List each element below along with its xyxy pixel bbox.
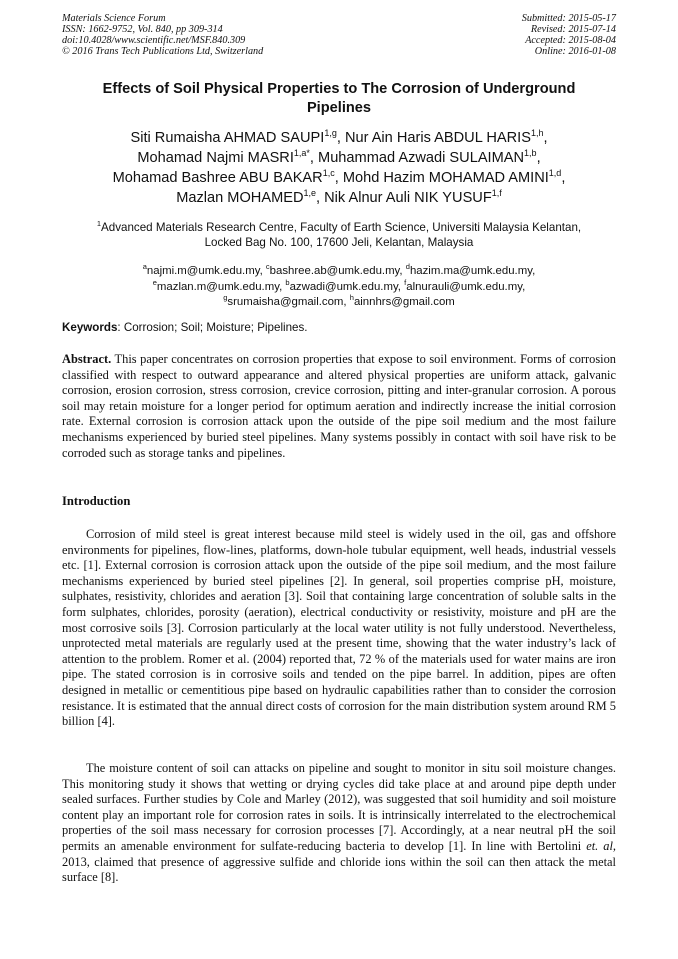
email-link[interactable]: mazlan.m@umk.edu.my	[156, 280, 280, 293]
introduction-paragraph-1: Corrosion of mild steel is great interest because mild steel is widely used in the oil, gas and offshore environments for pipelines, flow-lines, platforms, down-hole tubular equipment, well heads, industrial vessels etc. [1]. External corrosion is corrosion attack upon the outside of the pipe soil medium, and the most failure mechanisms experienced by buried steel pipelines [2]. In general, soil properties comprise pH, moisture, sulphates, resistivity, chlorides and aeration [3]. Soil that containing large concentration of soluble salts in the form sulphates, chlorides, porosity (aeration), electrical conductivity or resistivity, moisture and pH are the most corrosive soils [3]. Corrosion particularly at the local water utility is not fully understood. Nevertheless, unprotected metal materials are regularly used at the present time, showing that the water industry’s lack of attention to the problem. Romer et al. (2004) reported that, 72 % of the materials used for water mains are iron pipe. The stated corrosion is in corrosive soils and tended on the pipe barrel. In addition, pipes are often designed in metallic or cementitious pipe based on hydraulic capabilities rather than to consider the corrosion resistance. It is estimated that the annual direct costs of corrosion for the main distribution system around RM 5 billion [4].	[62, 527, 616, 729]
keywords-label: Keywords	[62, 321, 118, 334]
introduction-paragraph-2	[62, 761, 616, 886]
keywords-text: : Corrosion; Soil; Moisture; Pipelines.	[117, 321, 308, 334]
email-line-1: $^a$najmi.m@umk.edu.my, $^c$bashree.ab@umk.edu.my, $^d$hazim.ma@umk.edu.my,	[142, 262, 536, 277]
email-mark: d	[405, 262, 410, 272]
email-link[interactable]: najmi.m@umk.edu.my	[146, 265, 260, 277]
affiliation-text: Advanced Materials Research Centre, Faculty of Earth Science, Universiti Malaysia Kelantan,	[101, 221, 582, 234]
affiliation-mark: 1	[96, 219, 102, 229]
accepted-date: Accepted: 2015-08-04	[525, 35, 616, 46]
email-link[interactable]: alnurauli@umk.edu.my	[406, 280, 523, 293]
email-mark: a	[142, 262, 147, 272]
author-affiliation-mark: 1,h	[530, 128, 544, 139]
author-line-4: Mazlan MOHAMED$^{1,e}$, Nik Alnur Auli NIK YUSUF$^{1,f}$	[176, 188, 502, 206]
section-heading-introduction: Introduction	[62, 494, 131, 508]
online-date: Online: 2016-01-08	[534, 46, 616, 57]
email-link[interactable]: bashree.ab@umk.edu.my	[269, 265, 400, 277]
abstract	[62, 352, 616, 461]
paper-title	[62, 80, 616, 118]
paragraph-text: The moisture content of soil can attacks on pipeline and sought to monitor in situ soil moisture changes. This monitoring study it shows that wetting or drying cycles did take place at and around pipe depth under sealed surfaces. Further studies by Cole and Marley (2012), was suggested that soil humidity and soil moisture content play an important role for corrosion rates in soils. It is intrinsically interrelated to the electrochemical properties of the soil mass necessary for corrosion processes [7]. Accordingly, at a near neutral pH the soil permits an amenable environment for sulfate-reducing bacteria to develop [1]. In line with Bertolini	[62, 761, 616, 853]
submitted-date: Submitted: 2015-05-17	[521, 13, 616, 24]
journal-info	[62, 13, 263, 57]
revised-date: Revised: 2015-07-14	[530, 24, 616, 35]
author-affiliation-mark: 1,d	[548, 168, 562, 179]
email-link[interactable]: srumaisha@gmail.com	[227, 296, 344, 308]
title-line-2: Pipelines	[306, 100, 372, 116]
author-line-1: Siti Rumaisha AHMAD SAUPI$^{1,g}$, Nur Ain Haris ABDUL HARIS$^{1,h}$,	[130, 128, 548, 146]
author-name: Muhammad Azwadi SULAIMAN	[318, 150, 525, 166]
paragraph-italic-text: et. al,	[586, 838, 616, 853]
issn-line: ISSN: 1662-9752, Vol. 840, pp 309-314	[62, 24, 223, 35]
email-line-2: $^e$mazlan.m@umk.edu.my, $^b$azwadi@umk.edu.my, $^f$alnurauli@umk.edu.my,	[152, 277, 526, 293]
author-affiliation-mark: 1,b	[524, 148, 537, 159]
author-name: Nur Ain Haris ABDUL HARIS	[344, 130, 531, 146]
abstract-label: Abstract.	[62, 352, 112, 366]
author-line-3: Mohamad Bashree ABU BAKAR$^{1,c}$, Mohd Hazim MOHAMAD AMINI$^{1,d}$,	[112, 168, 566, 186]
journal-name: Materials Science Forum	[62, 13, 166, 24]
email-link[interactable]: ainnhrs@gmail.com	[353, 296, 455, 308]
affiliation-line-2: Locked Bag No. 100, 17600 Jeli, Kelantan, Malaysia	[204, 236, 474, 249]
email-link[interactable]: azwadi@umk.edu.my	[289, 280, 398, 293]
email-mark: c	[265, 262, 270, 272]
author-name: Mohamad Bashree ABU BAKAR	[112, 170, 323, 186]
title-line-1: Effects of Soil Physical Properties to The Corrosion of Underground	[102, 81, 576, 97]
email-mark: f	[404, 277, 407, 287]
author-name: Nik Alnur Auli NIK YUSUF	[324, 190, 492, 206]
author-name: Mazlan MOHAMED	[176, 190, 304, 206]
author-affiliation-mark: 1,a*	[293, 148, 310, 159]
affiliation-line-1	[62, 220, 616, 235]
author-affiliation-mark: 1,e	[303, 188, 317, 199]
email-mark: h	[349, 293, 354, 303]
copyright-line: © 2016 Trans Tech Publications Ltd, Switzerland	[62, 46, 264, 57]
author-name: Mohamad Najmi MASRI	[137, 150, 294, 166]
author-affiliation-mark: 1,c	[322, 168, 335, 179]
doi-line: doi:10.4028/www.scientific.net/MSF.840.309	[62, 35, 246, 46]
paragraph-text: 2013, claimed that presence of aggressive sulfide and chloride ions within the soil can then attack the metal surface [8].	[62, 854, 616, 885]
affiliation	[62, 220, 616, 250]
author-list	[62, 128, 616, 208]
email-mark: b	[285, 277, 290, 287]
email-link[interactable]: hazim.ma@umk.edu.my	[409, 265, 533, 277]
email-mark: g	[223, 293, 228, 303]
author-emails	[62, 264, 616, 311]
email-mark: e	[152, 277, 157, 287]
author-affiliation-mark: 1,f	[491, 188, 502, 199]
abstract-text: This paper concentrates on corrosion properties that expose to soil environment. Forms of corrosion classified with respect to outward appearance and altered physical properties are uniform attack, galvanic corrosion, erosion corrosion, stress corrosion, crevice corrosion, pitting and inter-granular corrosion. A porous soil may retain moisture for a longer period for optimum aeration and indirectly increase the initial corrosion rate. External corrosion is corrosion attack upon the outside of the pipe soil medium and the most failure mechanisms experienced by buried steel pipelines. Many systems possibly in contact with soil have risk to be corroded such as storage tanks and pipelines.	[62, 352, 616, 460]
email-line-3: $^g$srumaisha@gmail.com, $^h$ainnhrs@gmail.com	[223, 293, 455, 308]
author-name: Siti Rumaisha AHMAD SAUPI	[130, 130, 325, 146]
author-name: Mohd Hazim MOHAMAD AMINI	[342, 170, 549, 186]
submission-dates	[522, 13, 616, 57]
author-line-2: Mohamad Najmi $MASRI^{1,a*}$, Muhammad Azwadi SULAIMAN$^{1,b}$,	[137, 148, 541, 166]
keywords	[62, 320, 616, 335]
author-affiliation-mark: 1,g	[324, 128, 337, 139]
